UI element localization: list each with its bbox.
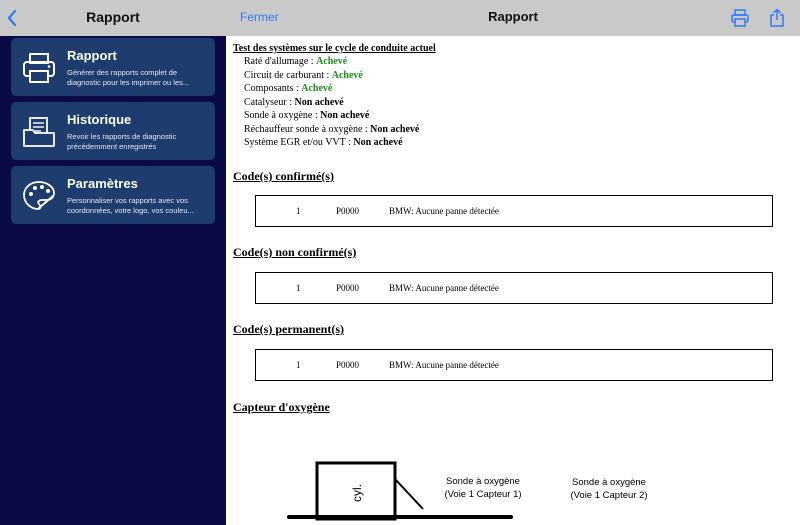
test-status: Non achevé <box>370 123 420 135</box>
test-section-title: Test des systèmes sur le cycle de conduite actuel <box>233 43 436 54</box>
test-row: Circuit de carburant : Achevé <box>244 69 363 81</box>
test-status: Non achevé <box>320 110 370 121</box>
main-title: Rapport <box>488 9 538 24</box>
code-description: BMW: Aucune panne détectée <box>389 360 499 370</box>
share-icon[interactable] <box>767 8 787 28</box>
sidebar-title: Rapport <box>86 9 140 25</box>
code-description: BMW: Aucune panne détectée <box>389 206 499 216</box>
folder-documents-icon <box>21 114 57 150</box>
report-card[interactable] <box>11 38 215 96</box>
sidebar <box>0 0 226 525</box>
test-status: Non achevé <box>294 96 344 108</box>
sensor-2-label: Sonde à oxygène (Voie 1 Capteur 2) <box>570 477 648 501</box>
test-status: Achevé <box>331 69 363 81</box>
test-row: Catalyseur : Non achevé <box>244 96 344 108</box>
sidebar-header <box>0 0 226 36</box>
test-row: Réchauffeur sonde à oxygène : Non achevé <box>244 123 420 135</box>
history-card-description: Revoir les rapports de diagnostic précédemment enregistrés <box>67 132 177 151</box>
code-number: 1 <box>296 206 301 216</box>
history-card-title: Historique <box>67 112 132 127</box>
history-card[interactable] <box>11 102 215 160</box>
test-status: Achevé <box>316 56 348 67</box>
print-icon[interactable] <box>730 8 750 28</box>
report-card-title: Rapport <box>67 48 117 63</box>
code-description: BMW: Aucune panne détectée <box>389 283 499 293</box>
test-row: Raté d'allumage : Achevé <box>244 56 348 67</box>
test-status: Non achevé <box>353 137 403 148</box>
palette-icon <box>21 178 57 214</box>
settings-card-description: Personnaliser vos rapports avec vos coordonnées, votre logo, vos couleu... <box>67 196 194 215</box>
test-row: Système EGR et/ou VVT : Non achevé <box>244 137 403 148</box>
code-value: P0000 <box>336 360 360 370</box>
close-button[interactable]: Fermer <box>240 10 279 24</box>
exhaust-diagram <box>233 415 793 525</box>
settings-card-title: Paramètres <box>67 176 138 191</box>
permanent-codes-table <box>255 349 773 381</box>
confirmed-codes-title: Code(s) confirmé(s) <box>233 169 334 183</box>
report-document <box>233 43 793 414</box>
cylinder-label: cyl. <box>350 484 364 502</box>
unconfirmed-codes-title: Code(s) non confirmé(s) <box>233 245 357 259</box>
code-value: P0000 <box>336 283 360 293</box>
test-row: Composants : Achevé <box>244 83 333 94</box>
main-header <box>226 0 800 36</box>
test-row: Sonde à oxygène : Non achevé <box>244 110 370 121</box>
sensor-1-label: Sonde à oxygène (Voie 1 Capteur 1) <box>444 476 522 500</box>
printer-icon <box>21 50 57 86</box>
code-number: 1 <box>296 283 301 293</box>
oxygen-sensor-title: Capteur d'oxygène <box>233 400 330 414</box>
sensor-probe <box>395 479 423 509</box>
test-status: Achevé <box>301 83 333 94</box>
confirmed-codes-table <box>255 195 773 227</box>
test-list <box>244 55 793 150</box>
unconfirmed-codes-table <box>255 272 773 304</box>
permanent-codes-title: Code(s) permanent(s) <box>233 322 344 336</box>
code-value: P0000 <box>336 206 360 216</box>
report-card-description: Générer des rapports complet de diagnostic pour les imprimer ou les... <box>67 68 190 87</box>
oxygen-sensor-diagram <box>233 415 793 525</box>
code-number: 1 <box>296 360 301 370</box>
settings-card[interactable] <box>11 166 215 224</box>
